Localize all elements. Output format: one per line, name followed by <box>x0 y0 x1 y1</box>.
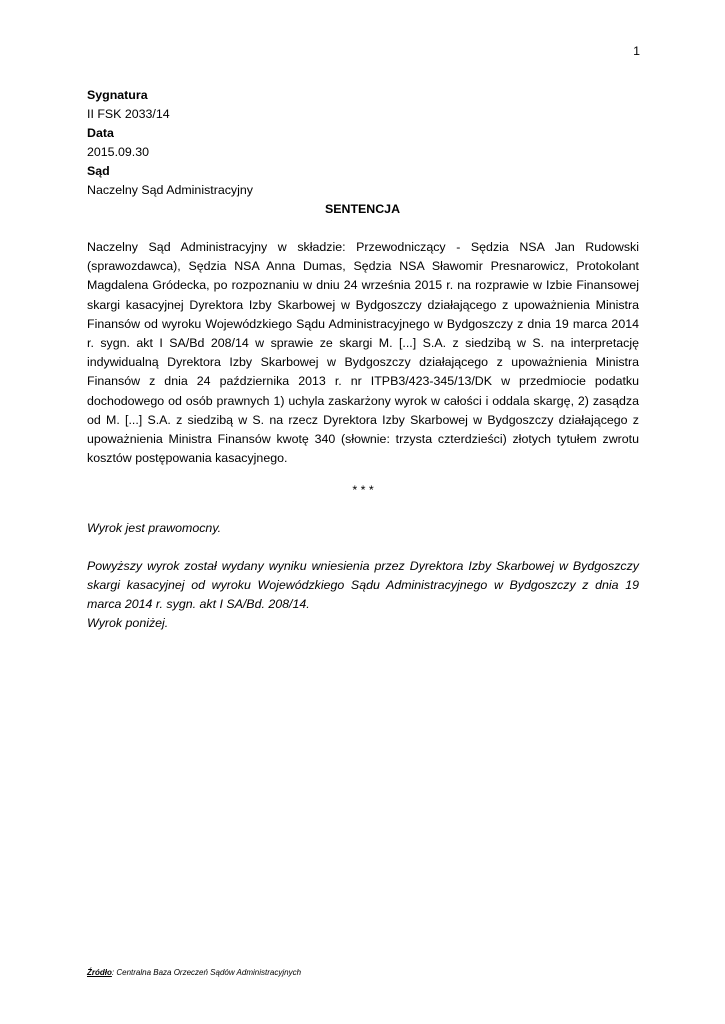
source-value: : Centralna Baza Orzeczeń Sądów Administracyjnych <box>111 968 302 977</box>
date-label: Data <box>87 126 114 140</box>
final-statement: Wyrok jest prawomocny. <box>87 521 222 535</box>
judgment-text: Naczelny Sąd Administracyjny w składzie: Przewodniczący - Sędzia NSA Jan Rudowski (sprawozdawca), Sędzia NSA Anna Dumas, Sędzia NSA Sławomir Presnarowicz, Protokolant Magdalena Gródecka, po rozpoznaniu w dniu 24 września 2015 r. na rozprawie w Izbie Finansowej skargi kasacyjnej Dyrektora Izby Skarbowej w Bydgoszczy działającego z upoważnienia Ministra Finansów od wyroku Wojewódzkiego Sądu Administracyjnego w Bydgoszczy z dnia 19 marca 2014 r. sygn. akt I SA/Bd 208/14 w sprawie ze skargi M. [...] S.A. z siedzibą w S. na interpretację indywidualną Dyrektora Izby Skarbowej w Bydgoszczy działającego z upoważnienia Ministra Finansów z dnia 24 października 2013 r. nr ITPB3/423-345/13/DK w przedmiocie podatku dochodowego od osób prawnych 1) uchyla zaskarżony wyrok w całości i oddala skargę, 2) zasądza od M. [...] S.A. z siedzibą w S. na rzecz Dyrektora Izby Skarbowej w Bydgoszczy działającego z upoważnienia Ministra Finansów kwotę 340 (słownie: trzysta czterdzieści) złotych tytułem zwrotu kosztów postępowania kasacyjnego. <box>87 240 639 466</box>
separator: * * * <box>351 483 374 497</box>
signature-value: II FSK 2033/14 <box>87 107 170 121</box>
source-footer <box>87 967 301 978</box>
signature-label: Sygnatura <box>87 88 148 102</box>
court-label: Sąd <box>87 164 110 178</box>
date-value: 2015.09.30 <box>87 145 150 159</box>
court-value: Naczelny Sąd Administracyjny <box>87 183 253 197</box>
source-label: Źródło <box>87 968 112 977</box>
explanatory-note: Powyższy wyrok został wydany wyniku wniesienia przez Dyrektora Izby Skarbowej w Bydgoszczy skargi kasacyjnej od wyroku Wojewódzkiego Sądu Administracyjnego w Bydgoszczy z dnia 19 marca 2014 r. sygn. akt I SA/Bd. 208/14. <box>87 559 639 612</box>
page-number: 1 <box>633 44 640 58</box>
section-heading: SENTENCJA <box>324 202 401 216</box>
case-metadata <box>87 86 253 200</box>
note-last-line: Wyrok poniżej. <box>87 616 169 630</box>
